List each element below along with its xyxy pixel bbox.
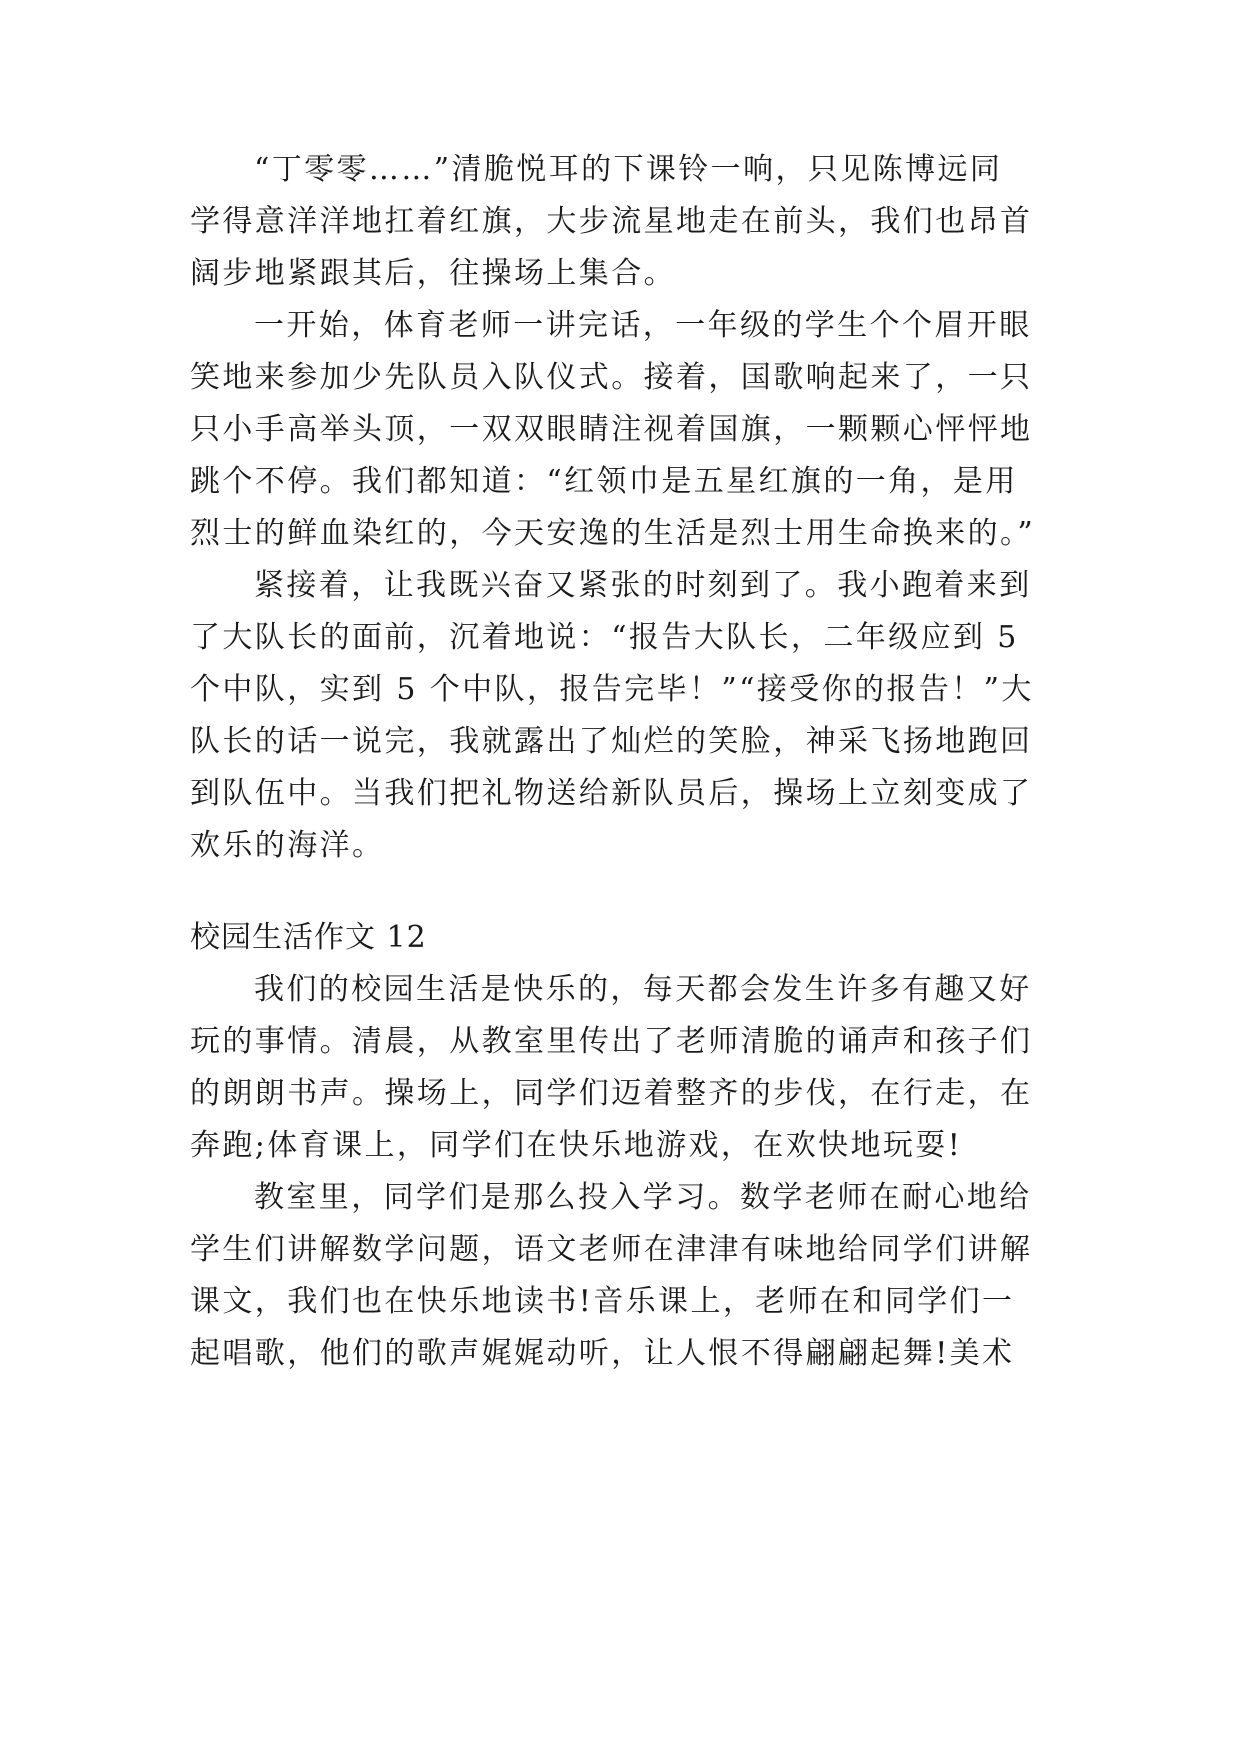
paragraph-1-line-2: 学得意洋洋地扛着红旗，大步流星地走在前头，我们也昂首 <box>190 204 1033 239</box>
paragraph-2-line-5: 烈士的鲜血染红的，今天安逸的生活是烈士用生命换来的。” <box>190 516 1036 551</box>
paragraph-5-line-4: 起唱歌，他们的歌声娓娓动听，让人恨不得翩翩起舞!美术 <box>190 1336 1015 1371</box>
paragraph-3-line-3: 个中队，实到 5 个中队，报告完毕！”“接受你的报告！”大 <box>190 672 1034 707</box>
paragraph-3-line-2: 了大队长的面前，沉着地说：“报告大队长，二年级应到 5 <box>190 620 1019 655</box>
paragraph-4-line-2: 玩的事情。清晨，从教室里传出了老师清脆的诵声和孩子们 <box>190 1024 1033 1059</box>
paragraph-2-line-4: 跳个不停。我们都知道：“红领巾是五星红旗的一角，是用 <box>190 464 1018 499</box>
paragraph-2-line-3: 只小手高举头顶，一双双眼睛注视着国旗，一颗颗心怦怦地 <box>190 412 1033 447</box>
paragraph-2-line-1: 一开始，体育老师一讲完话，一年级的学生个个眉开眼 <box>254 308 1032 343</box>
section-title: 校园生活作文 12 <box>190 920 427 955</box>
paragraph-5-line-3: 课文，我们也在快乐地读书!音乐课上，老师在和同学们一 <box>190 1284 1015 1319</box>
paragraph-3-line-5: 到队伍中。当我们把礼物送给新队员后，操场上立刻变成了 <box>190 776 1033 811</box>
paragraph-3-line-1: 紧接着，让我既兴奋又紧张的时刻到了。我小跑着来到 <box>254 568 1032 603</box>
paragraph-2-line-2: 笑地来参加少先队员入队仪式。接着，国歌响起来了，一只 <box>190 360 1033 395</box>
paragraph-1-line-3: 阔步地紧跟其后，往操场上集合。 <box>190 256 676 291</box>
paragraph-3-line-4: 队长的话一说完，我就露出了灿烂的笑脸，神采飞扬地跑回 <box>190 724 1033 759</box>
paragraph-5-line-1: 教室里，同学们是那么投入学习。数学老师在耐心地给 <box>254 1180 1032 1215</box>
paragraph-1-line-1: “丁零零……”清脆悦耳的下课铃一响，只见陈博远同 <box>254 152 1003 187</box>
paragraph-5-line-2: 学生们讲解数学问题，语文老师在津津有味地给同学们讲解 <box>190 1232 1033 1267</box>
paragraph-4-line-3: 的朗朗书声。操场上，同学们迈着整齐的步伐，在行走，在 <box>190 1076 1033 1111</box>
paragraph-3-line-6: 欢乐的海洋。 <box>190 828 385 863</box>
paragraph-4-line-1: 我们的校园生活是快乐的，每天都会发生许多有趣又好 <box>254 972 1032 1007</box>
paragraph-4-line-4: 奔跑;体育课上，同学们在快乐地游戏，在欢快地玩耍! <box>190 1128 963 1163</box>
